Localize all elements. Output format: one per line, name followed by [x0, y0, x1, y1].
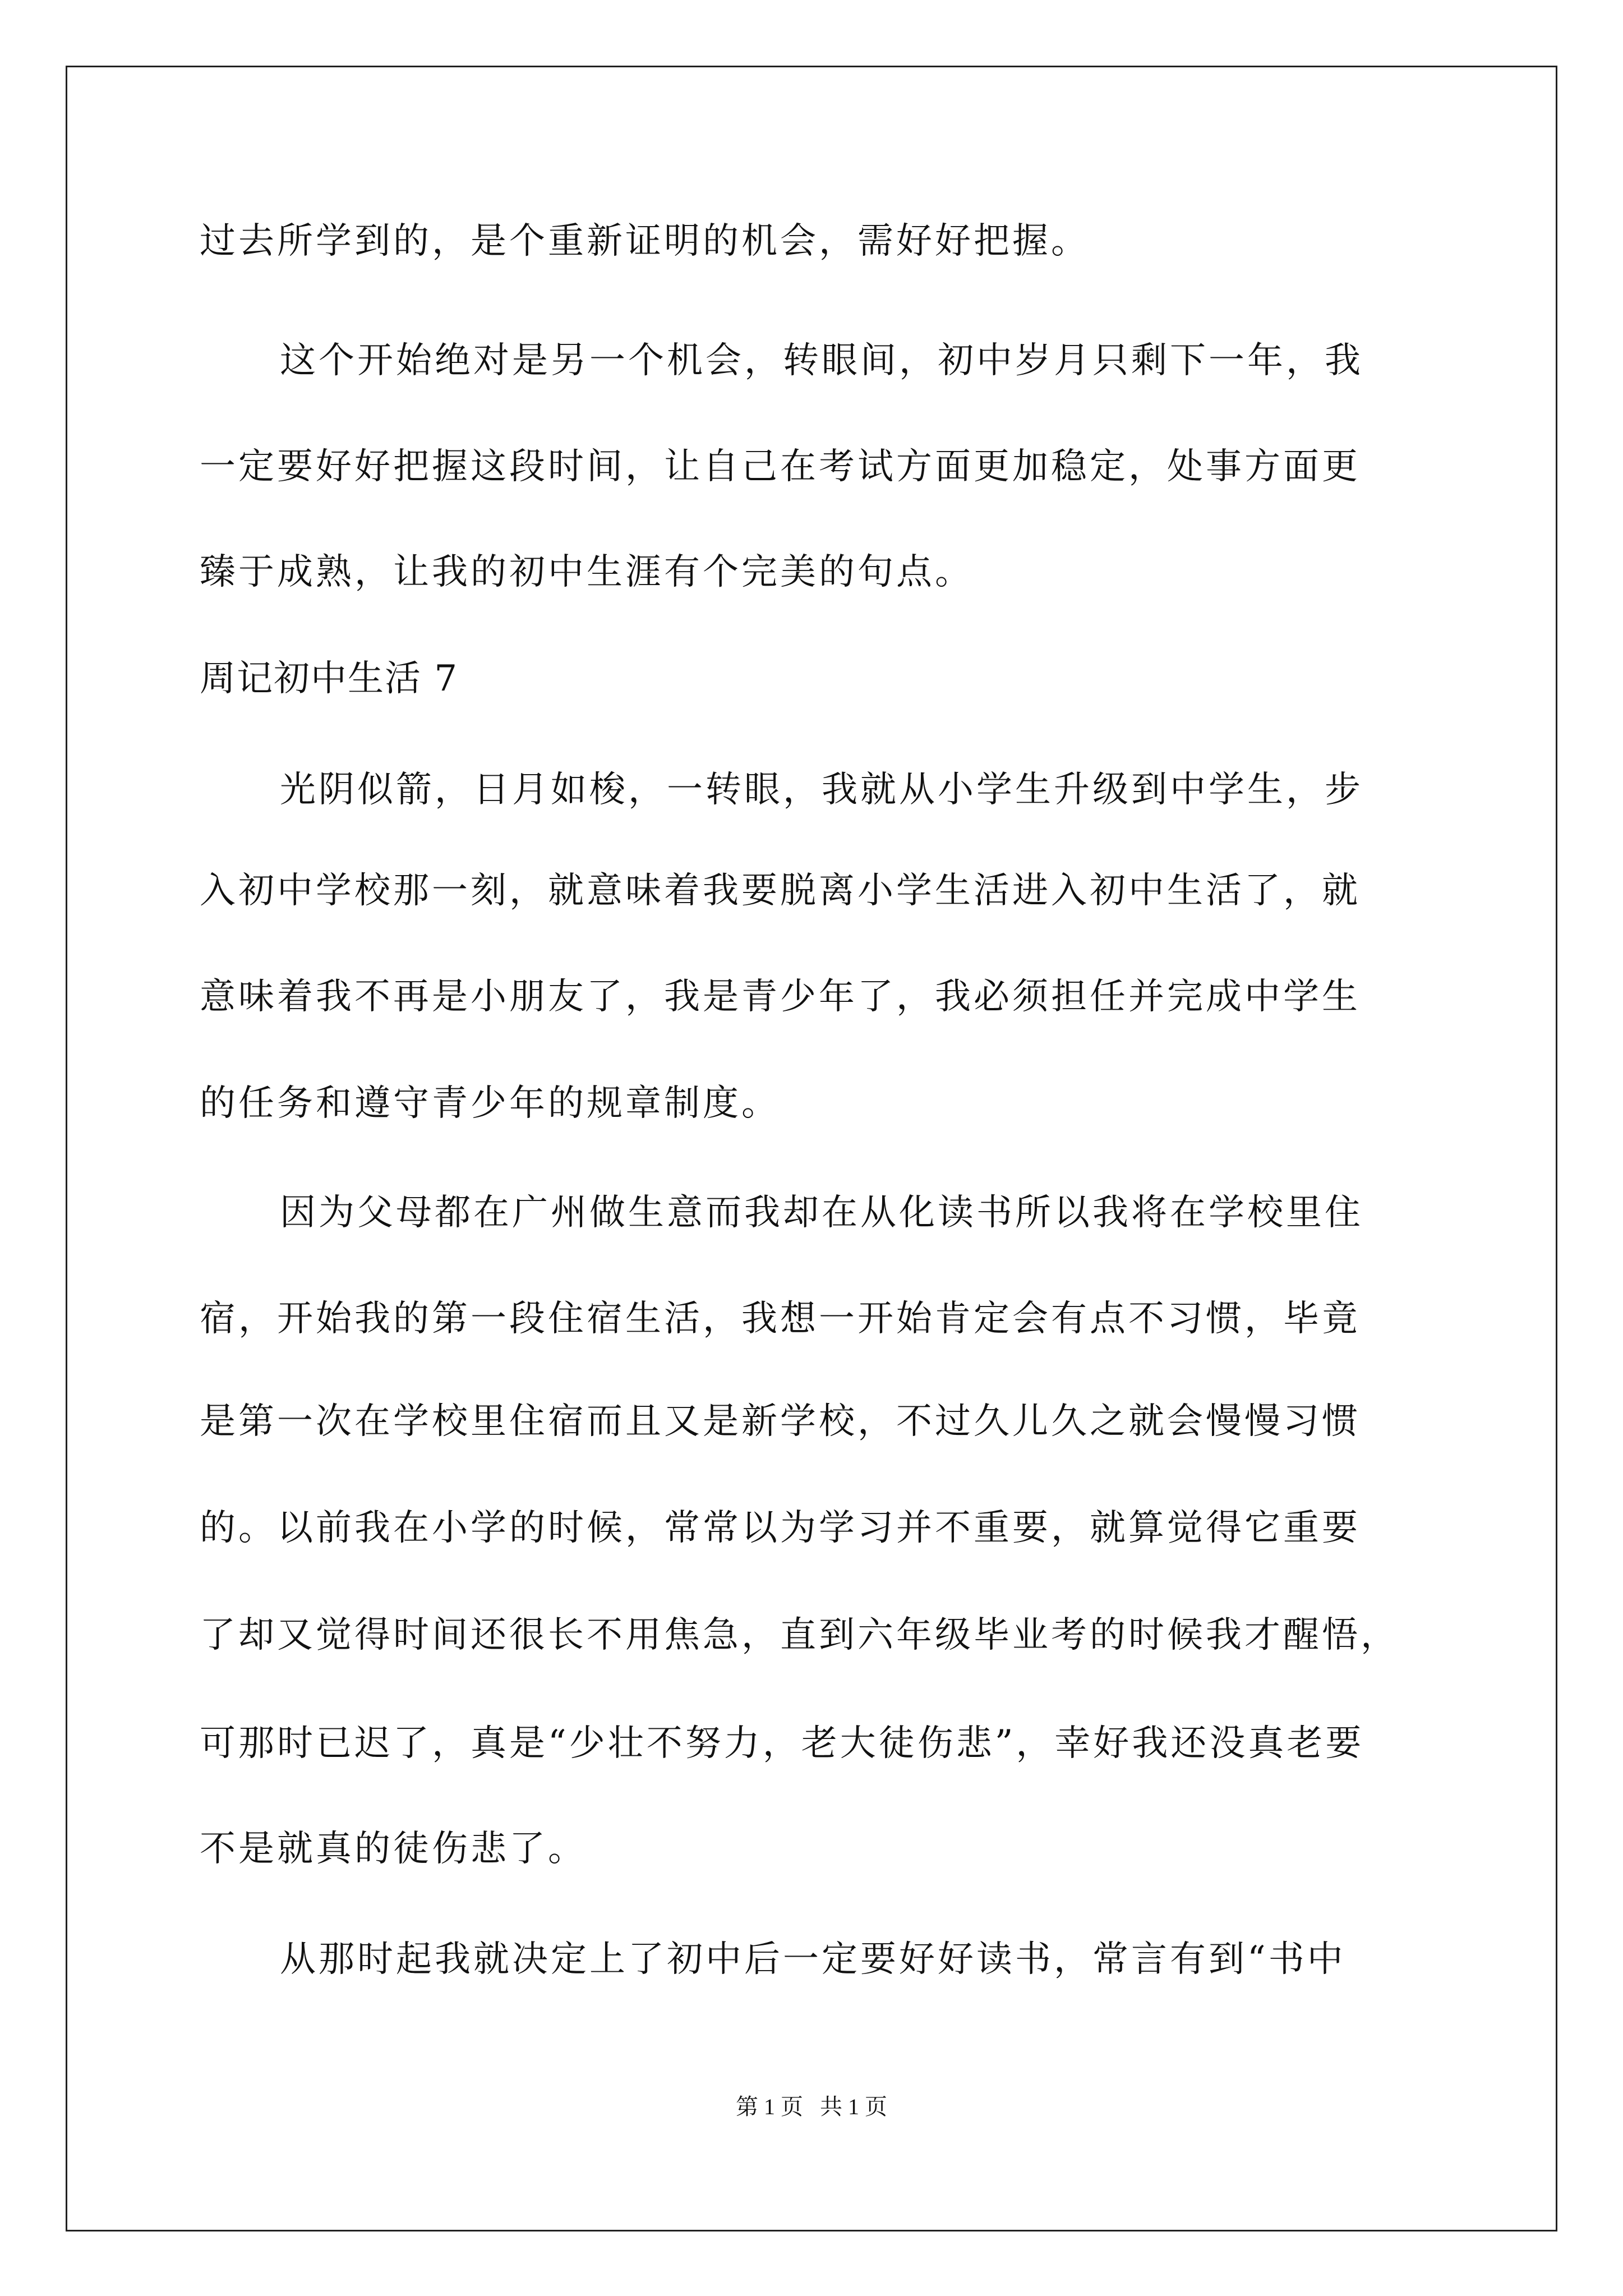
paragraph-line: 意味着我不再是小朋友了，我是青少年了，我必须担任并完成中学生 [200, 976, 1361, 1018]
paragraph-line: 臻于成熟，让我的初中生涯有个完美的句点。 [200, 551, 974, 593]
paragraph-line: 了却又觉得时间还很长不用焦急，直到六年级毕业考的时候我才醒悟， [200, 1614, 1399, 1656]
paragraph-line: 宿，开始我的第一段住宿生活，我想一开始肯定会有点不习惯，毕竟 [200, 1298, 1361, 1340]
paragraph-line: 的。以前我在小学的时候，常常以为学习并不重要，就算觉得它重要 [200, 1507, 1361, 1549]
section-heading: 周记初中生活 7 [200, 658, 459, 700]
paragraph-line: 过去所学到的，是个重新证明的机会，需好好把握。 [200, 220, 1090, 262]
paragraph-line: 一定要好好把握这段时间，让自己在考试方面更加稳定，处事方面更 [200, 446, 1361, 487]
paragraph-line: 的任务和遵守青少年的规章制度。 [200, 1083, 780, 1124]
paragraph-line: 光阴似箭，日月如梭，一转眼，我就从小学生升级到中学生，步 [280, 769, 1363, 811]
page-number-footer: 第 1 页 共 1 页 [736, 2094, 887, 2119]
paragraph-line: 是第一次在学校里住宿而且又是新学校，不过久儿久之就会慢慢习惯 [200, 1401, 1361, 1442]
paragraph-line: 不是就真的徒伤悲了。 [200, 1828, 587, 1870]
paragraph-line: 可那时已迟了，真是“少壮不努力，老大徒伤悲”，幸好我还没真老要 [200, 1723, 1364, 1764]
paragraph-line: 入初中学校那一刻，就意味着我要脱离小学生活进入初中生活了，就 [200, 870, 1361, 912]
paragraph-line: 从那时起我就决定上了初中后一定要好好读书，常言有到“书中 [280, 1939, 1346, 1980]
paragraph-line: 因为父母都在广州做生意而我却在从化读书所以我将在学校里住 [280, 1192, 1363, 1234]
paragraph-line: 这个开始绝对是另一个机会，转眼间，初中岁月只剩下一年，我 [280, 340, 1363, 381]
page-border [66, 66, 1557, 2231]
